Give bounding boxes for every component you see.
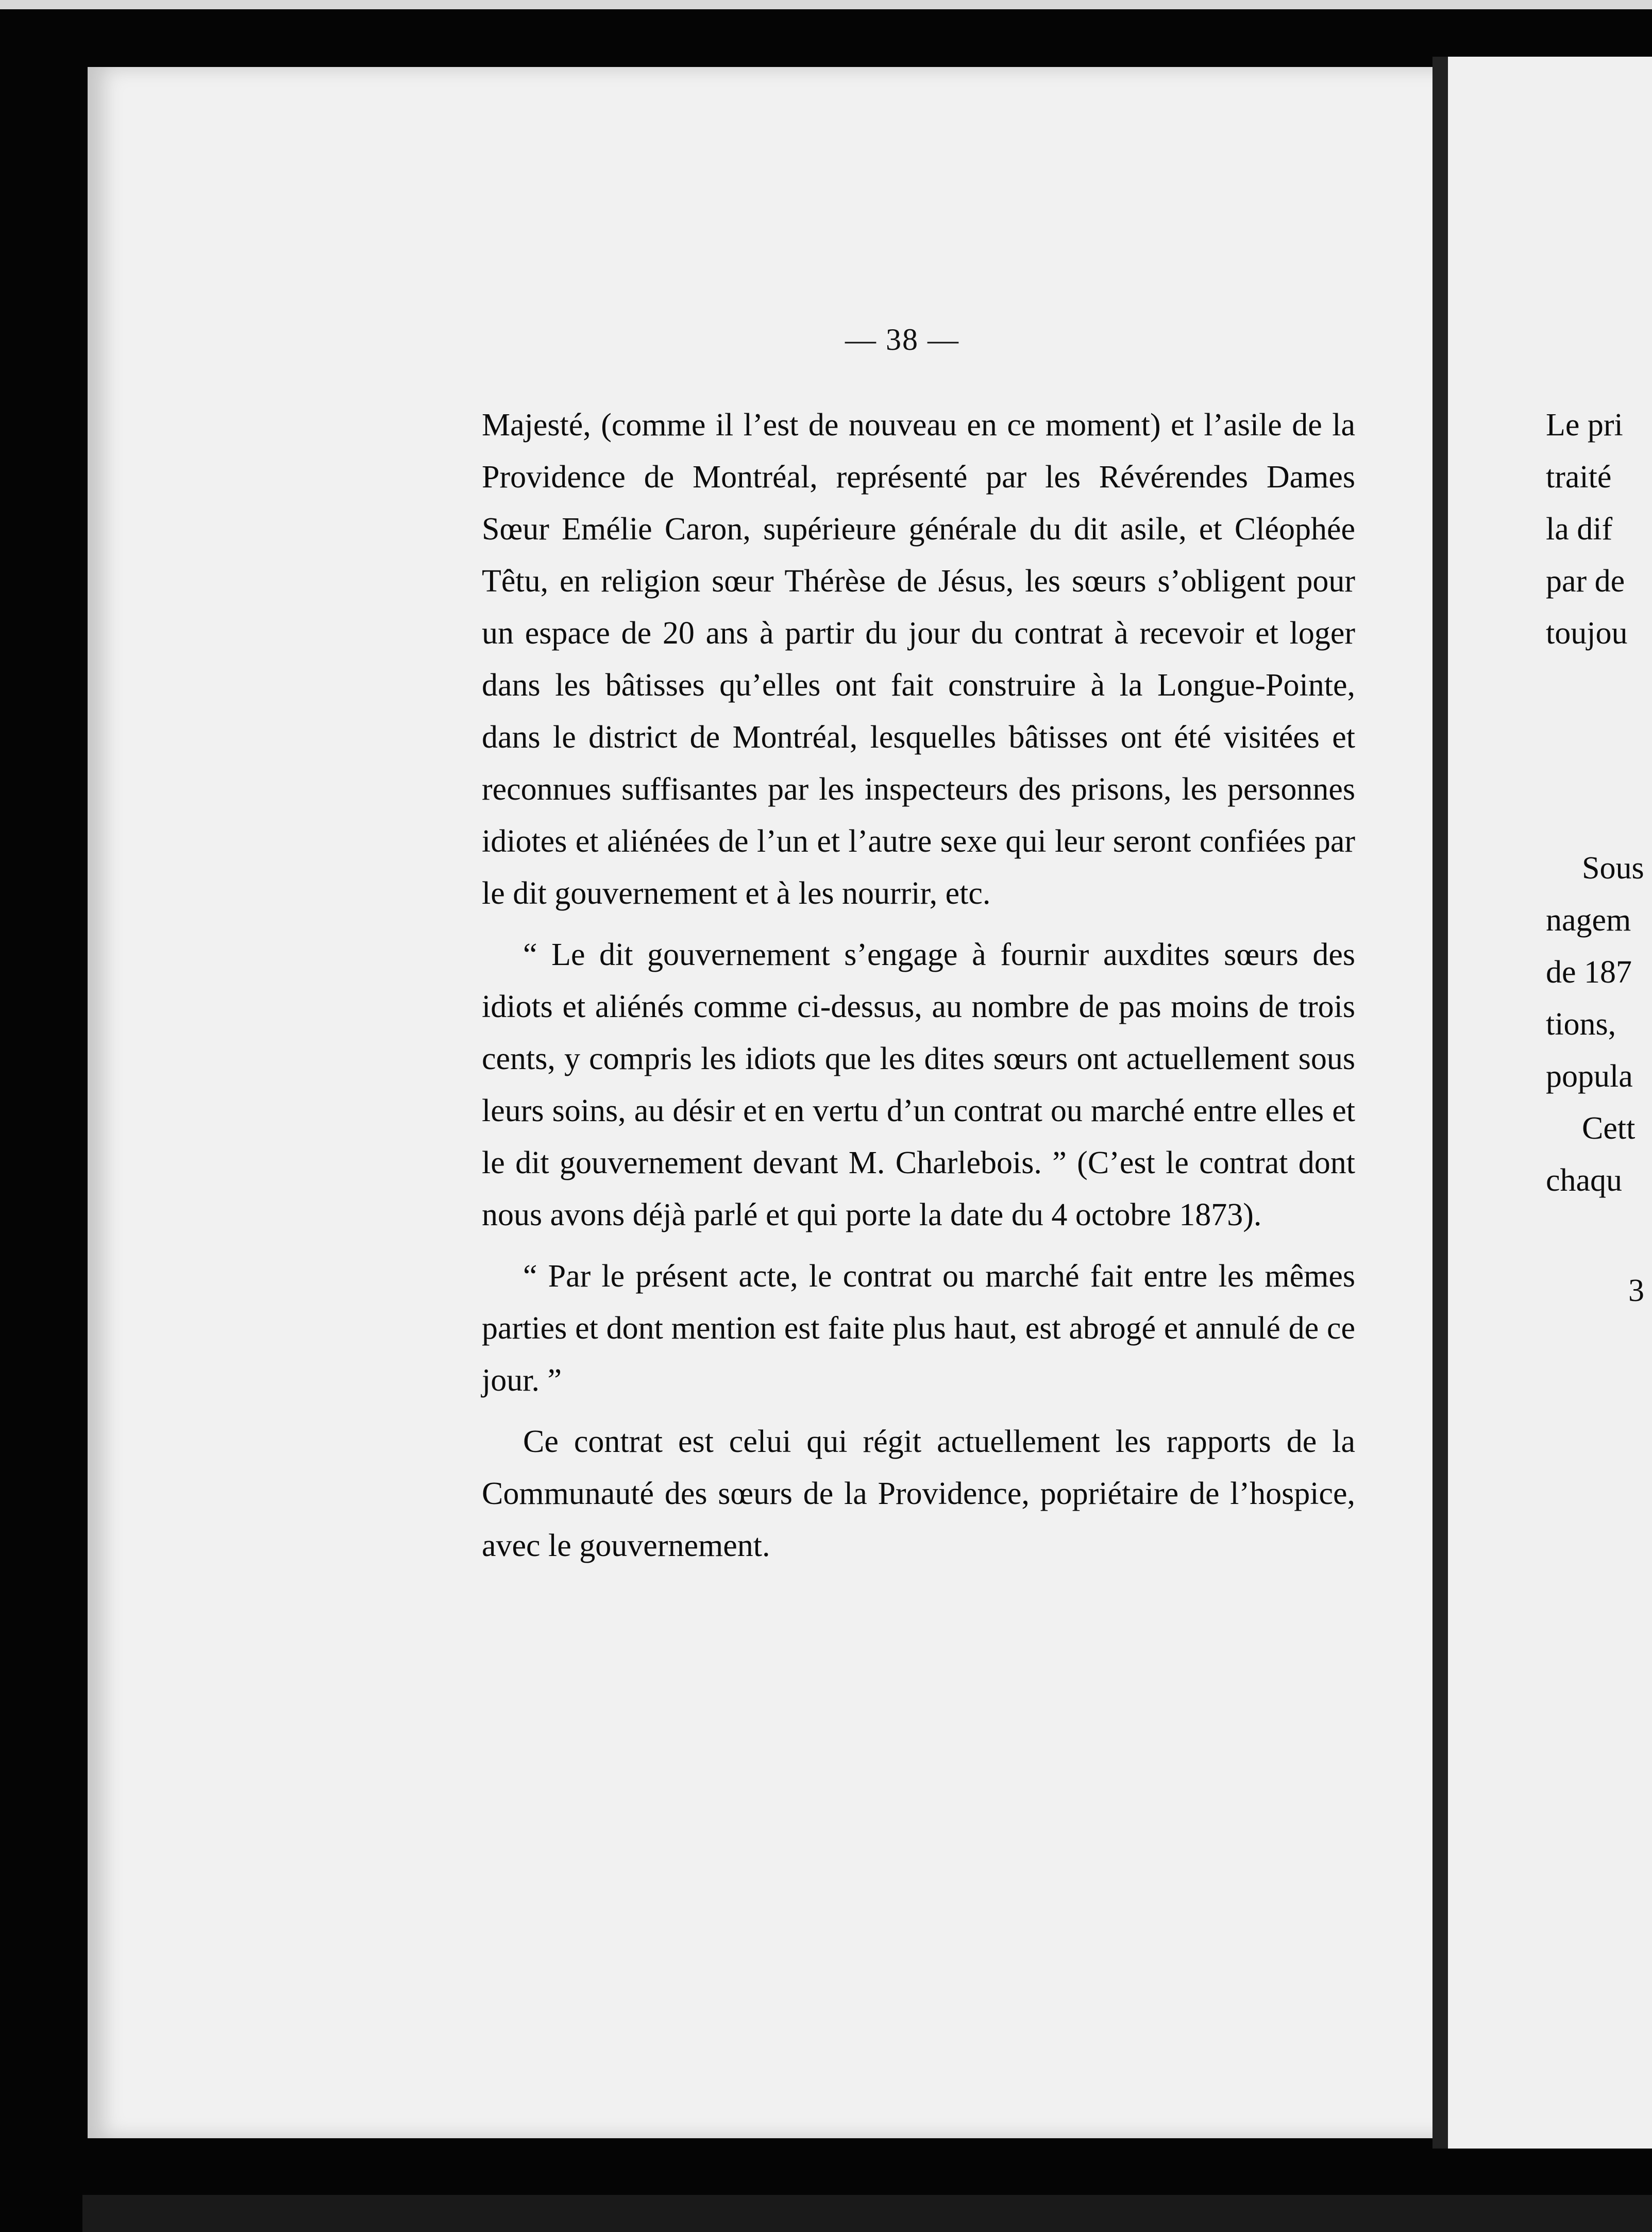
facing-line: la dif — [1546, 512, 1613, 547]
facing-line: popula — [1546, 1059, 1633, 1094]
facing-line: toujou — [1546, 616, 1628, 651]
facing-line: Le pri — [1546, 408, 1623, 443]
facing-line: de 187 — [1546, 955, 1632, 990]
facing-page-block-3 — [1628, 1265, 1644, 1317]
facing-page-block-1 — [1546, 399, 1627, 660]
facing-line: tions, — [1546, 1007, 1616, 1042]
book-gutter — [1432, 57, 1448, 2149]
page-body — [482, 399, 1355, 1572]
paragraph-3: “ Par le présent acte, le contrat ou marché fait entre les mêmes parties et dont mention est faite plus haut, est abrogé et annulé de ce jour. ” — [482, 1259, 1355, 1398]
page-number: — 38 — — [845, 323, 959, 357]
paragraph-1: Majesté, (comme il l’est de nouveau en ce moment) et l’asile de la Providence de Montréal, représenté par les Révérendes Dames Sœur Emélie Caron, supérieure générale du dit asile, et Cléophée Têtu, en religion sœur Thérèse de Jésus, les sœurs s’obligent pour un espace de 20 ans à partir du jour du contrat à recevoir et loger dans les bâtisses qu’elles ont fait construire à la Longue-Pointe, dans le district de Montréal, lesquelles bâtisses ont été visitées et reconnues suffisantes par les inspecteurs des prisons, les personnes idiotes et aliénées de l’un et l’autre sexe qui leur seront confiées par le dit gouvernement et à les nourrir, etc. — [482, 408, 1355, 911]
facing-line: traité — [1546, 460, 1612, 495]
scan-top-edge — [0, 0, 1652, 9]
facing-line: chaqu — [1546, 1163, 1623, 1198]
facing-line: Sous — [1582, 851, 1644, 886]
facing-line: Cett — [1582, 1111, 1636, 1146]
scan-bottom-edge — [82, 2195, 1652, 2232]
facing-page-block-2 — [1546, 842, 1644, 1207]
facing-line: par de — [1546, 564, 1625, 599]
paragraph-4: Ce contrat est celui qui régit actuellement les rapports de la Communauté des sœurs de la Providence, popriétaire de l’hospice, avec le gouvernement. — [482, 1424, 1355, 1563]
paragraph-2: “ Le dit gouvernement s’engage à fournir auxdites sœurs des idiots et aliénés comme ci-dessus, au nombre de pas moins de trois cents, y compris les idiots que les dites sœurs ont actuellement sous leurs soins, au désir et en vertu d’un contrat ou marché entre elles et le dit gouvernement devant M. Charlebois. ” (C’est le contrat dont nous avons déjà parlé et qui porte la date du 4 octobre 1873). — [482, 937, 1355, 1232]
facing-line: nagem — [1546, 903, 1631, 938]
facing-line: 3 — [1628, 1273, 1644, 1308]
